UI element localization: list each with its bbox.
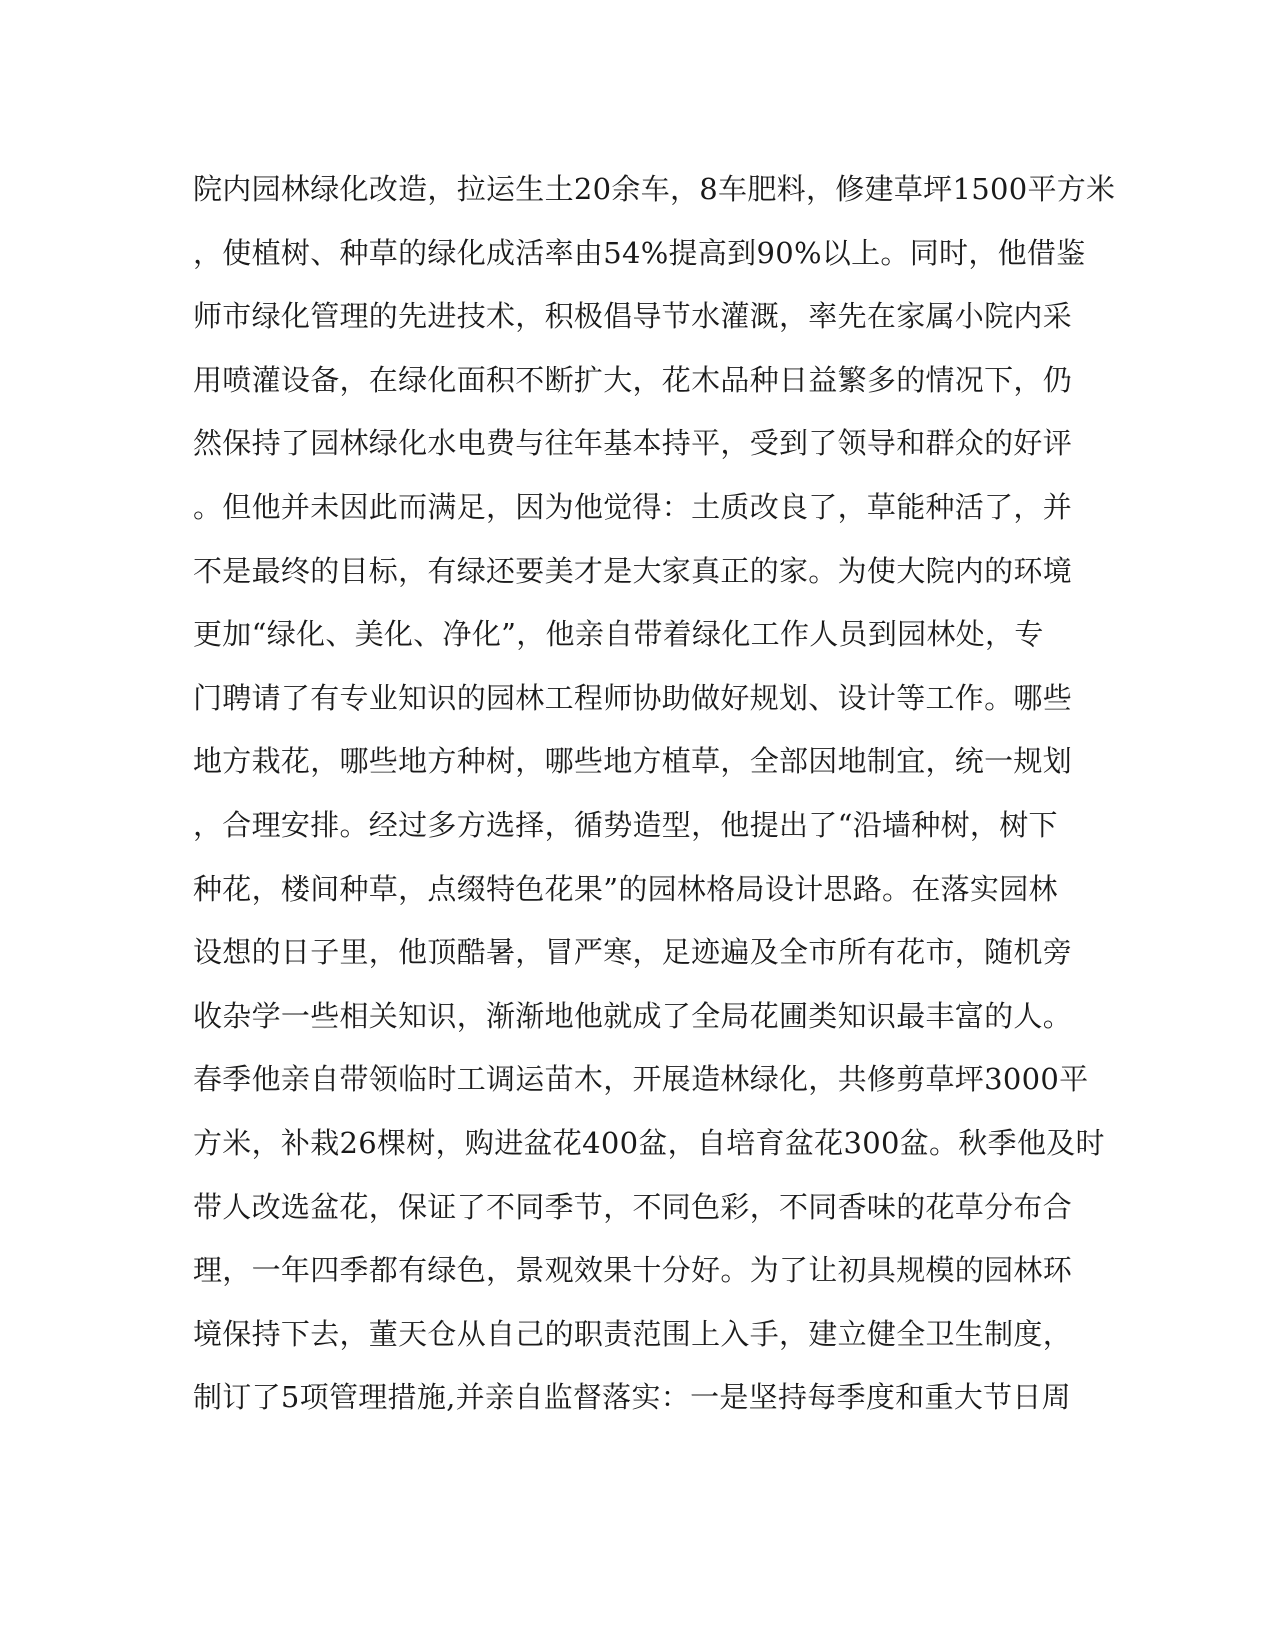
text-line-11: ，合理安排。经过多方选择，循势造型，他提出了“沿墙种树，树下: [193, 807, 1058, 842]
text-line-7: 不是最终的目标，有绿还要美才是大家真正的家。为使大院内的环境: [193, 553, 1073, 588]
text-line-6: 。但他并未因此而满足，因为他觉得：土质改良了，草能种活了，并: [193, 489, 1073, 524]
text-line-3: 师市绿化管理的先进技术，积极倡导节水灌溉，率先在家属小院内采: [193, 299, 1073, 334]
text-line-18: 理，一年四季都有绿色，景观效果十分好。为了让初具规模的园林环: [193, 1253, 1073, 1288]
text-line-17: 带人改选盆花，保证了不同季节，不同色彩，不同香味的花草分布合: [193, 1189, 1073, 1224]
text-line-20: 制订了5项管理措施,并亲自监督落实：一是坚持每季度和重大节日周: [193, 1380, 1071, 1415]
text-line-16: 方米，补栽26棵树，购进盆花400盆，自培育盆花300盆。秋季他及时: [193, 1125, 1105, 1160]
text-line-10: 地方栽花，哪些地方种树，哪些地方植草，全部因地制宜，统一规划: [193, 744, 1073, 779]
text-line-2: ，使植树、种草的绿化成活率由54%提高到90%以上。同时，他借鉴: [193, 235, 1086, 270]
text-line-19: 境保持下去，董天仓从自己的职责范围上入手，建立健全卫生制度，: [193, 1316, 1073, 1351]
text-line-1: 院内园林绿化改造，拉运生土20余车，8车肥料，修建草坪1500平方米: [193, 172, 1116, 206]
text-line-13: 设想的日子里，他顶酷暑，冒严寒，足迹遍及全市所有花市，随机旁: [193, 935, 1073, 970]
text-line-12: 种花，楼间种草，点缀特色花果”的园林格局设计思路。在落实园林: [193, 871, 1058, 906]
text-line-9: 门聘请了有专业知识的园林工程师协助做好规划、设计等工作。哪些: [193, 680, 1073, 715]
text-line-5: 然保持了园林绿化水电费与往年基本持平，受到了领导和群众的好评: [193, 426, 1073, 461]
text-line-8: 更加“绿化、美化、净化”，他亲自带着绿化工作人员到园林处，专: [193, 617, 1044, 652]
body-text: [193, 158, 1116, 1430]
text-line-14: 收杂学一些相关知识，渐渐地他就成了全局花圃类知识最丰富的人。: [193, 998, 1073, 1033]
text-line-4: 用喷灌设备，在绿化面积不断扩大，花木品种日益繁多的情况下，仍: [193, 362, 1073, 397]
text-line-15: 春季他亲自带领临时工调运苗木，开展造林绿化，共修剪草坪3000平: [193, 1062, 1089, 1097]
